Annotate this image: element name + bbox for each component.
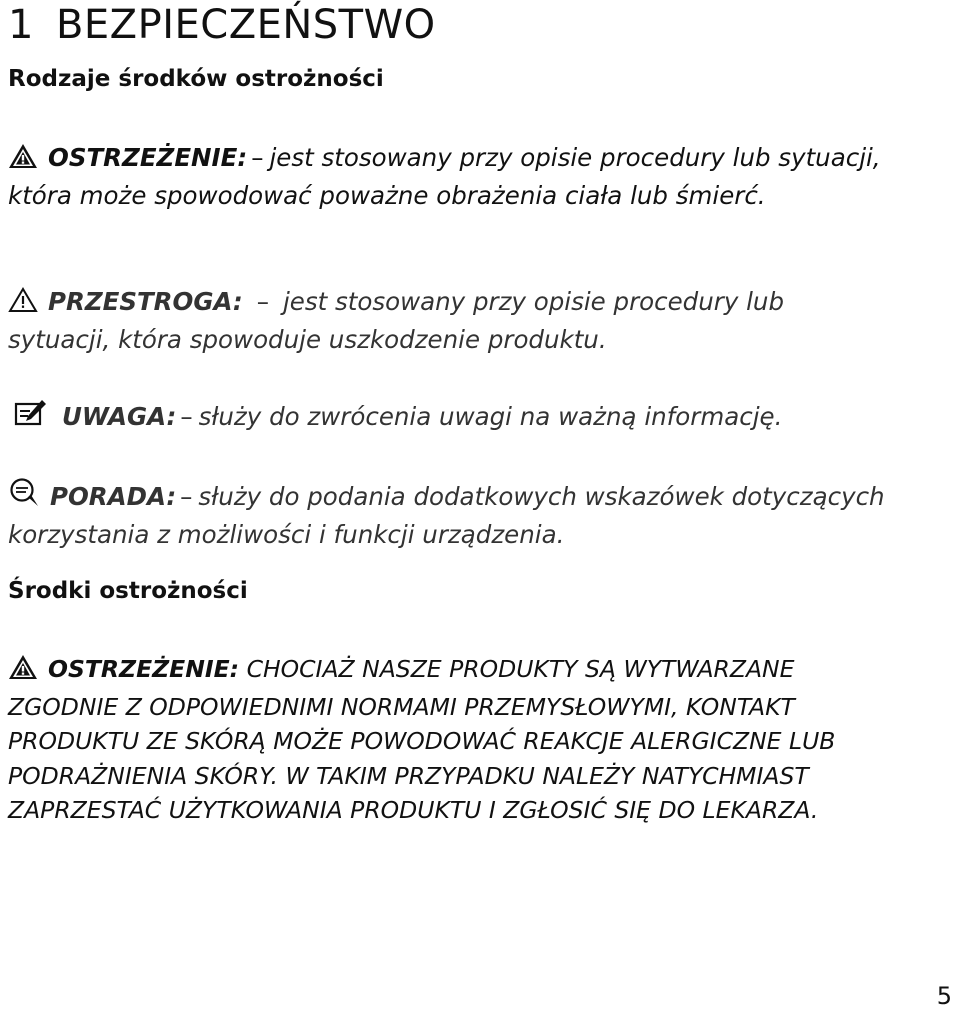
page-number: 5 bbox=[936, 982, 952, 1010]
precaution-warning bbox=[8, 652, 888, 828]
warning-definition bbox=[8, 141, 888, 213]
precautions-heading: Środki ostrożności bbox=[8, 578, 248, 604]
warning-text: jest stosowany przy opisie procedury lub sytuacji, która może spowodować poważne obrażenia ciała lub śmierć. bbox=[8, 143, 881, 210]
tip-dash: – bbox=[180, 482, 193, 511]
warning-filled-icon bbox=[8, 143, 38, 179]
precaution-warning-text: CHOCIAŻ NASZE PRODUKTY SĄ WYTWARZANE ZGODNIE Z ODPOWIEDNIMI NORMAMI PRZEMYSŁOWYMI, KONTAKT PRODUKTU ZE SKÓRĄ MOŻE POWODOWAĆ REAKCJE ALERGICZNE LUB PODRAŻNIENIA SKÓRY. W TAKIM PRZYPADKU NALEŻY NATYCHMIAST ZAPRZESTAĆ UŻYTKOWANIA PRODUKTU I ZGŁOSIĆ SIĘ DO LEKARZA. bbox=[8, 655, 836, 824]
caution-outline-icon bbox=[8, 287, 38, 323]
tip-definition bbox=[8, 478, 888, 552]
warning-label: OSTRZEŻENIE: bbox=[48, 143, 248, 172]
tip-text: służy do podania dodatkowych wskazówek dotyczących korzystania z możliwości i funkcji urządzenia. bbox=[8, 482, 885, 549]
section-heading bbox=[8, 2, 436, 48]
precaution-warning-label: OSTRZEŻENIE: bbox=[48, 655, 240, 683]
warning-filled-icon bbox=[8, 654, 38, 690]
note-text: służy do zwrócenia uwagi na ważną informację. bbox=[198, 402, 783, 431]
caution-text: jest stosowany przy opisie procedury lub sytuacji, która spowoduje uszkodzenie produktu. bbox=[8, 287, 785, 354]
note-label: UWAGA: bbox=[62, 402, 177, 431]
note-pencil-icon bbox=[14, 398, 48, 438]
tip-label: PORADA: bbox=[50, 482, 177, 511]
note-definition bbox=[14, 398, 894, 438]
caution-label: PRZESTROGA: bbox=[48, 287, 243, 316]
warning-dash: – bbox=[251, 143, 264, 172]
precaution-types-heading: Rodzaje środków ostrożności bbox=[8, 66, 384, 92]
tip-speech-icon bbox=[8, 478, 40, 518]
caution-dash: – bbox=[256, 287, 269, 316]
caution-definition bbox=[8, 285, 888, 357]
section-title: BEZPIECZEŃSTWO bbox=[55, 2, 436, 48]
note-dash: – bbox=[180, 402, 193, 431]
section-number: 1 bbox=[8, 2, 34, 48]
